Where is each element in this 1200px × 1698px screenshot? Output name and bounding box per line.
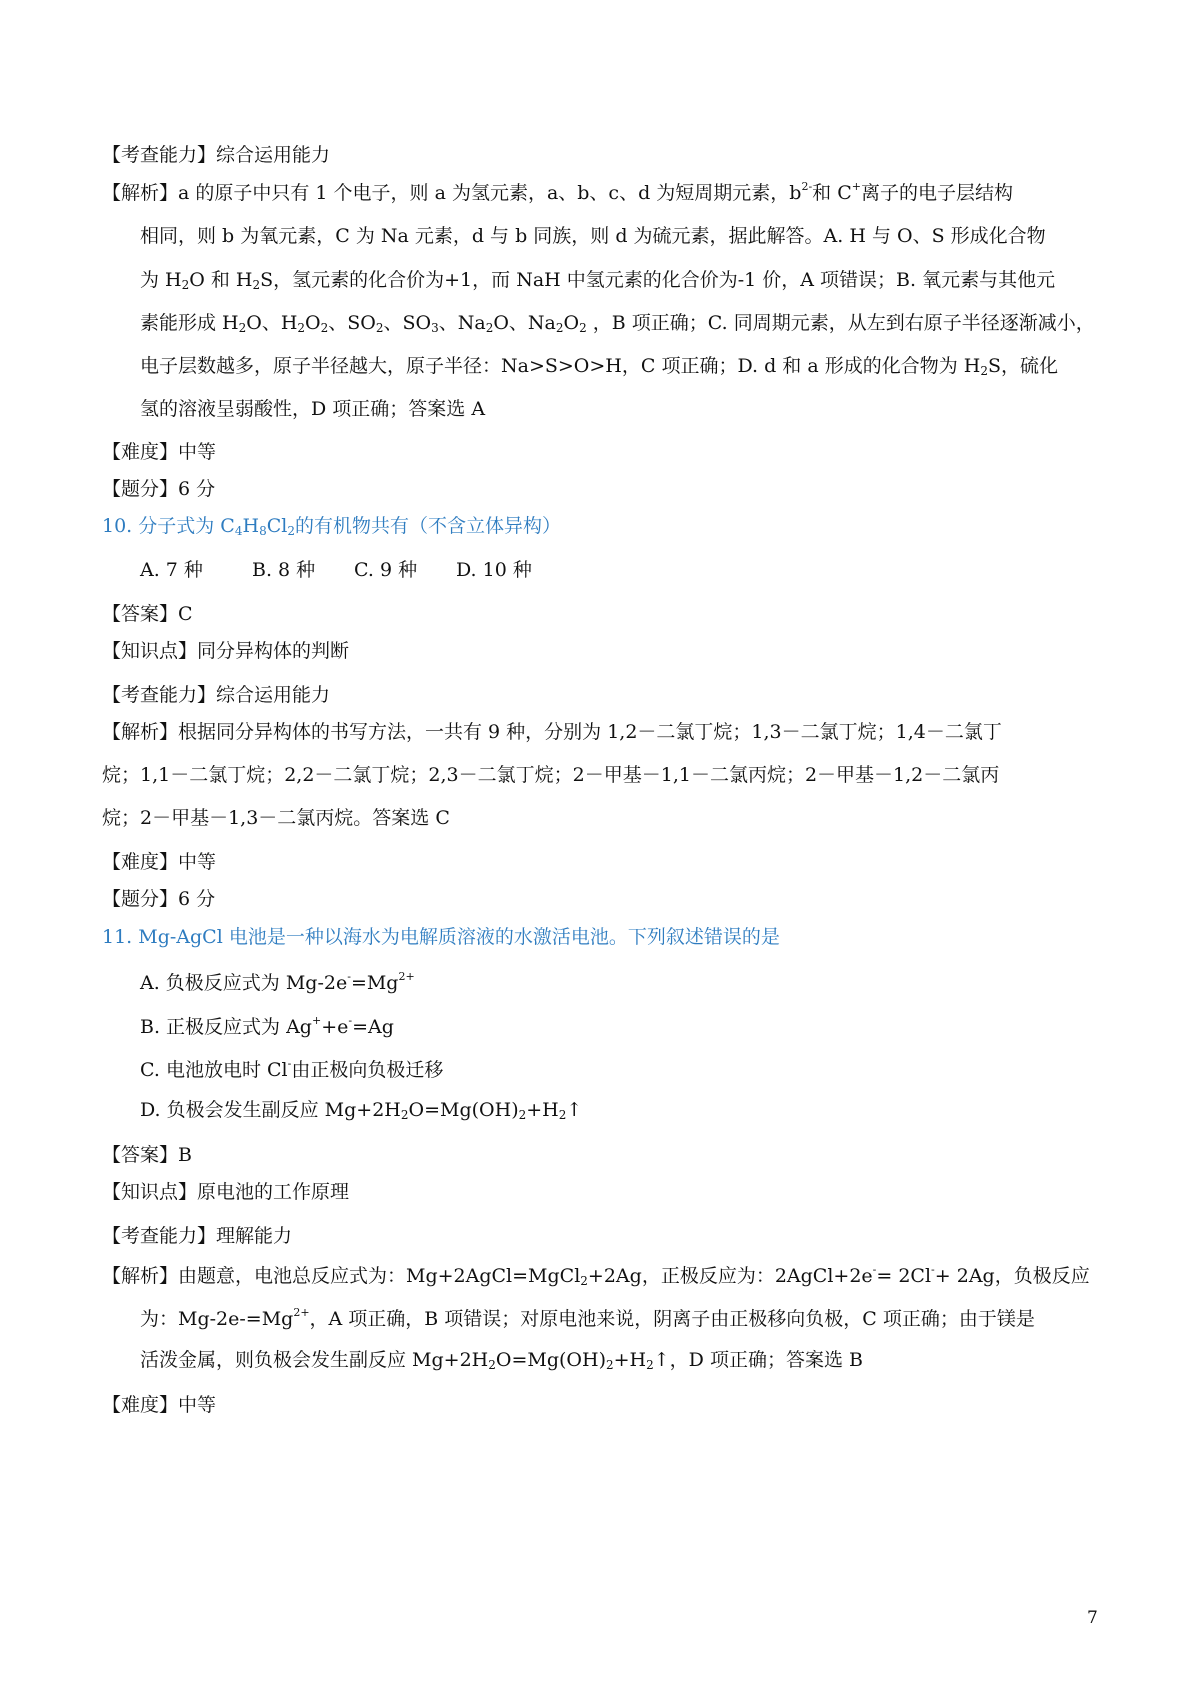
text: =Mg	[350, 972, 399, 994]
text: O	[305, 312, 321, 334]
q9-analysis-line-4	[140, 314, 1095, 334]
text: 、Na	[438, 312, 486, 334]
text: C. 电池放电时 Cl	[140, 1059, 288, 1081]
subscript: 2	[252, 278, 261, 292]
text: O=Mg(OH)	[495, 1349, 606, 1371]
q11-analysis-line-2	[140, 1307, 1035, 1329]
q10-option-c: C. 9 种	[354, 559, 418, 581]
text: 为：Mg-2e-=Mg	[140, 1308, 294, 1330]
q10-stem	[102, 517, 561, 537]
q9-ability: 【考查能力】综合运用能力	[102, 144, 331, 166]
q10-score: 【题分】6 分	[102, 888, 216, 910]
subscript: 2	[980, 364, 988, 378]
text: S，氢元素的化合价为+1，而 NaH 中氢元素的化合价为-1 价，A 项错误；B. 氧元素与其他元	[260, 269, 1056, 291]
q10-answer: 【答案】C	[102, 603, 193, 625]
q9-analysis-line-3	[140, 271, 1055, 291]
text: 素能形成 H	[140, 312, 239, 334]
text: O=Mg(OH)	[408, 1099, 519, 1121]
superscript: -	[348, 1014, 353, 1027]
text: ，A 项正确，B 项错误；对原电池来说，阴离子由正极移向负极，C 项正确；由于镁是	[309, 1308, 1035, 1330]
text: O	[563, 312, 580, 334]
q11-answer: 【答案】B	[102, 1144, 192, 1166]
text: 为 H	[140, 269, 182, 291]
text: +e	[321, 1016, 349, 1038]
superscript: 2-	[801, 180, 813, 193]
subscript: 8	[259, 524, 267, 538]
subscript: 2	[238, 321, 247, 335]
q11-option-d	[140, 1101, 582, 1121]
q11-stem: 11. Mg-AgCl 电池是一种以海水为电解质溶液的水激活电池。下列叙述错误的是	[102, 926, 780, 948]
text: +H	[526, 1099, 559, 1121]
subscript: 2	[181, 278, 190, 292]
up-arrow: ↑	[566, 1099, 583, 1121]
q9-analysis-line-5	[140, 357, 1058, 377]
text: 【解析】a 的原子中只有 1 个电子，则 a 为氢元素，a、b、c、d 为短周期元素，b	[102, 182, 802, 204]
subscript: 4	[234, 524, 243, 538]
q10-difficulty: 【难度】中等	[102, 851, 217, 873]
page-number: 7	[1087, 1608, 1098, 1628]
q9-analysis-line-1	[102, 181, 1013, 203]
q10-analysis-line-2: 烷；1,1－二氯丁烷；2,2－二氯丁烷；2,3－二氯丁烷；2－甲基－1,1－二氯丙烷；2－甲基－1,2－二氯丙	[102, 764, 1000, 786]
text: 【解析】由题意，电池总反应式为：Mg+2AgCl=MgCl	[102, 1265, 581, 1287]
subscript: 2	[320, 321, 329, 335]
q11-difficulty: 【难度】中等	[102, 1394, 217, 1416]
subscript: 2	[646, 1358, 654, 1372]
superscript: 2+	[293, 1306, 310, 1319]
subscript: 2	[375, 321, 384, 335]
text: A. 负极反应式为 Mg-2e	[140, 972, 348, 994]
subscript: 2	[605, 1358, 614, 1372]
subscript: 2	[518, 1108, 527, 1122]
text: O、Na	[493, 312, 556, 334]
text: + 2Ag，负极反应	[934, 1265, 1090, 1287]
text: 、SO	[383, 312, 432, 334]
text: S，硫化	[987, 355, 1058, 377]
subscript: 3	[431, 321, 439, 335]
superscript: -	[931, 1263, 935, 1276]
text: 10. 分子式为 C	[102, 515, 235, 537]
text: O、H	[246, 312, 298, 334]
q11-analysis-line-3	[140, 1351, 863, 1371]
q11-analysis-line-1	[102, 1264, 1090, 1287]
text: O 和 H	[189, 269, 253, 291]
q11-option-c	[140, 1058, 443, 1080]
text: 离子的电子层结构	[860, 182, 1013, 204]
subscript: 2	[297, 321, 306, 335]
text: 和 C	[812, 182, 852, 204]
q10-option-a: A. 7 种	[140, 559, 203, 581]
text: H	[242, 515, 260, 537]
q9-score: 【题分】6 分	[102, 478, 216, 500]
subscript: 2	[488, 1358, 496, 1372]
q11-knowledge: 【知识点】原电池的工作原理	[102, 1181, 350, 1203]
text: B. 正极反应式为 Ag	[140, 1016, 312, 1038]
q9-analysis-line-2: 相同，则 b 为氧元素，C 为 Na 元素，d 与 b 同族，则 d 为硫元素，据此解答。A. H 与 O、S 形成化合物	[140, 225, 1046, 247]
text: +2Ag，正极反应为：2AgCl+2e	[587, 1265, 873, 1287]
text: 活泼金属，则负极会发生副反应 Mg+2H	[140, 1349, 489, 1371]
text: 由正极向负极迁移	[291, 1059, 444, 1081]
q10-option-d: D. 10 种	[456, 559, 532, 581]
superscript: -	[287, 1057, 292, 1070]
q9-analysis-line-6: 氢的溶液呈弱酸性，D 项正确；答案选 A	[140, 398, 486, 420]
subscript: 2	[287, 524, 295, 538]
subscript: 2	[558, 1108, 567, 1122]
text: 、SO	[328, 312, 376, 334]
text: Cl	[266, 515, 288, 537]
subscript: 2	[580, 1274, 588, 1288]
q11-option-a	[140, 971, 415, 993]
text: 的有机物共有（不含立体异构）	[294, 515, 561, 537]
superscript: -	[872, 1263, 877, 1276]
text: ，B 项正确；C. 同周期元素，从左到右原子半径逐渐减小，	[586, 312, 1095, 334]
q10-analysis-line-3: 烷；2－甲基－1,3－二氯丙烷。答案选 C	[102, 807, 450, 829]
q11-option-b	[140, 1015, 394, 1037]
text: D. 负极会发生副反应 Mg+2H	[140, 1099, 401, 1121]
q10-analysis-line-1: 【解析】根据同分异构体的书写方法，一共有 9 种，分别为 1,2－二氯丁烷；1,3－二氯丁烷；1,4－二氯丁	[102, 721, 1002, 743]
superscript: -	[347, 970, 351, 983]
q10-option-b: B. 8 种	[252, 559, 316, 581]
q10-ability: 【考查能力】综合运用能力	[102, 684, 331, 706]
superscript: +	[851, 180, 861, 193]
text: ↑，D 项正确；答案选 B	[653, 1349, 863, 1371]
q11-ability: 【考查能力】理解能力	[102, 1225, 293, 1247]
subscript: 2	[485, 321, 494, 335]
text: =Ag	[352, 1016, 394, 1038]
superscript: 2+	[398, 970, 415, 983]
text: = 2Cl	[876, 1265, 932, 1287]
text: 电子层数越多，原子半径越大，原子半径：Na>S>O>H，C 项正确；D. d 和 a 形成的化合物为 H	[140, 355, 981, 377]
superscript: +	[311, 1014, 322, 1027]
subscript: 2	[400, 1108, 409, 1122]
subscript: 2	[579, 321, 587, 335]
q9-difficulty: 【难度】中等	[102, 441, 217, 463]
subscript: 2	[555, 321, 564, 335]
text: +H	[613, 1349, 647, 1371]
q10-knowledge: 【知识点】同分异构体的判断	[102, 640, 350, 662]
